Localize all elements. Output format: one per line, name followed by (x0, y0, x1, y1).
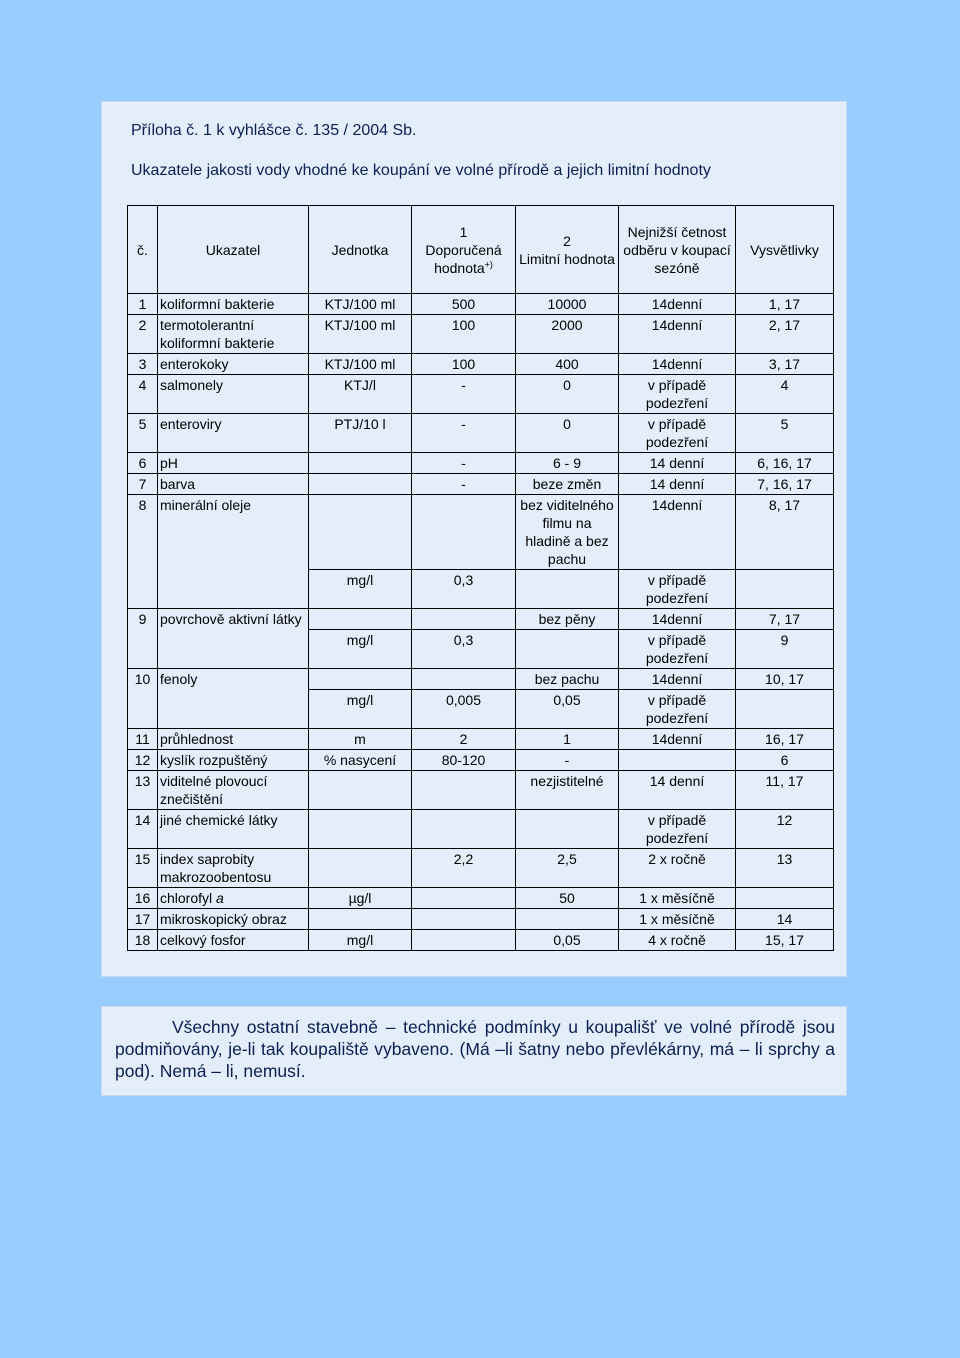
unit-cell (309, 495, 412, 570)
frequency-cell: v případě podezření (619, 630, 736, 669)
unit-cell: mg/l (309, 930, 412, 951)
frequency-cell: 14 denní (619, 771, 736, 810)
limit-cell: 0 (516, 414, 619, 453)
row-number: 11 (128, 729, 158, 750)
row-number: 13 (128, 771, 158, 810)
frequency-cell: v případě podezření (619, 414, 736, 453)
frequency-cell (619, 750, 736, 771)
table-row (128, 909, 834, 930)
row-number: 6 (128, 453, 158, 474)
indicator-name: pH (158, 453, 309, 474)
table-row (128, 888, 834, 909)
notes-cell: 6, 16, 17 (736, 453, 834, 474)
recommended-cell: 0,005 (412, 690, 516, 729)
indicator-name: barva (158, 474, 309, 495)
frequency-cell: 14denní (619, 354, 736, 375)
table-row (128, 729, 834, 750)
limit-cell: 10000 (516, 294, 619, 315)
frequency-cell: 14 denní (619, 474, 736, 495)
unit-cell (309, 771, 412, 810)
notes-cell: 6 (736, 750, 834, 771)
recommended-cell (412, 930, 516, 951)
row-number: 1 (128, 294, 158, 315)
frequency-cell: 2 x ročně (619, 849, 736, 888)
notes-cell: 15, 17 (736, 930, 834, 951)
notes-cell: 8, 17 (736, 495, 834, 570)
limit-cell: 0,05 (516, 690, 619, 729)
notes-cell: 5 (736, 414, 834, 453)
frequency-cell: 1 x měsíčně (619, 909, 736, 930)
unit-cell (309, 849, 412, 888)
frequency-cell: v případě podezření (619, 810, 736, 849)
limit-cell (516, 570, 619, 609)
table-row (128, 315, 834, 354)
recommended-cell: - (412, 474, 516, 495)
table-header-row (128, 206, 834, 294)
frequency-cell: 14denní (619, 669, 736, 690)
recommended-cell: 500 (412, 294, 516, 315)
row-number: 14 (128, 810, 158, 849)
limit-cell: 50 (516, 888, 619, 909)
recommended-cell: - (412, 414, 516, 453)
notes-cell: 7, 16, 17 (736, 474, 834, 495)
indicator-name: salmonely (158, 375, 309, 414)
row-number: 17 (128, 909, 158, 930)
unit-cell: % nasycení (309, 750, 412, 771)
notes-cell: 1, 17 (736, 294, 834, 315)
notes-cell (736, 570, 834, 609)
row-number: 12 (128, 750, 158, 771)
limit-cell (516, 810, 619, 849)
unit-cell (309, 474, 412, 495)
limit-cell: - (516, 750, 619, 771)
row-number: 15 (128, 849, 158, 888)
table-row (128, 354, 834, 375)
recommended-cell: 0,3 (412, 570, 516, 609)
table-row (128, 294, 834, 315)
indicator-name: jiné chemické látky (158, 810, 309, 849)
col-header-no: č. (128, 206, 158, 294)
unit-cell: mg/l (309, 630, 412, 669)
recommended-label: Doporučená hodnota+) (425, 241, 502, 276)
document-panel (101, 101, 847, 977)
table-row (128, 750, 834, 771)
notes-cell: 9 (736, 630, 834, 669)
indicator-name: mikroskopický obraz (158, 909, 309, 930)
document-title: Ukazatele jakosti vody vhodné ke koupání ve volné přírodě a jejich limitní hodnoty (131, 162, 711, 179)
limit-cell: bez pachu (516, 669, 619, 690)
recommended-cell: 2 (412, 729, 516, 750)
notes-cell: 12 (736, 810, 834, 849)
unit-cell: KTJ/l (309, 375, 412, 414)
indicator-name: chlorofyl a (158, 888, 309, 909)
row-number: 2 (128, 315, 158, 354)
table-row (128, 771, 834, 810)
limit-cell: 2,5 (516, 849, 619, 888)
unit-cell: m (309, 729, 412, 750)
unit-cell: mg/l (309, 570, 412, 609)
table-row (128, 810, 834, 849)
indicator-name: termotolerantní koliformní bakterie (158, 315, 309, 354)
recommended-cell: - (412, 453, 516, 474)
unit-cell (309, 669, 412, 690)
recommended-footnote: +) (484, 258, 493, 269)
frequency-cell: 14denní (619, 609, 736, 630)
recommended-cell: - (412, 375, 516, 414)
note-paragraph (115, 1016, 835, 1082)
indicator-name: celkový fosfor (158, 930, 309, 951)
frequency-cell: 4 x ročně (619, 930, 736, 951)
unit-cell: KTJ/100 ml (309, 294, 412, 315)
indicator-name: enteroviry (158, 414, 309, 453)
limit-cell: 2000 (516, 315, 619, 354)
unit-cell: mg/l (309, 690, 412, 729)
frequency-cell: v případě podezření (619, 690, 736, 729)
frequency-cell: 14denní (619, 729, 736, 750)
row-number: 8 (128, 495, 158, 609)
row-number: 4 (128, 375, 158, 414)
recommended-cell: 100 (412, 315, 516, 354)
notes-cell (736, 888, 834, 909)
recommended-cell: 80-120 (412, 750, 516, 771)
unit-cell (309, 909, 412, 930)
unit-cell: KTJ/100 ml (309, 315, 412, 354)
limit-cell (516, 630, 619, 669)
frequency-cell: v případě podezření (619, 375, 736, 414)
note-panel (101, 1006, 847, 1096)
indicator-name: viditelné plovoucí znečištění (158, 771, 309, 810)
notes-cell: 16, 17 (736, 729, 834, 750)
table-row (128, 930, 834, 951)
notes-cell: 10, 17 (736, 669, 834, 690)
indicator-name: minerální oleje (158, 495, 309, 609)
frequency-cell: 14denní (619, 495, 736, 570)
table-row (128, 375, 834, 414)
row-number: 9 (128, 609, 158, 669)
indicator-name: kyslík rozpuštěný (158, 750, 309, 771)
col-header-indicator: Ukazatel (158, 206, 309, 294)
table-row (128, 849, 834, 888)
indicator-name: index saprobity makrozoobentosu (158, 849, 309, 888)
limit-cell: beze změn (516, 474, 619, 495)
notes-cell: 3, 17 (736, 354, 834, 375)
limit-cell: bez pěny (516, 609, 619, 630)
indicator-name: koliformní bakterie (158, 294, 309, 315)
row-number: 7 (128, 474, 158, 495)
table-row (128, 474, 834, 495)
recommended-cell: 0,3 (412, 630, 516, 669)
limit-cell: 0 (516, 375, 619, 414)
recommended-cell (412, 669, 516, 690)
row-number: 18 (128, 930, 158, 951)
table-row (128, 414, 834, 453)
table-row (128, 453, 834, 474)
table-row (128, 495, 834, 570)
notes-cell: 13 (736, 849, 834, 888)
frequency-cell: v případě podezření (619, 570, 736, 609)
indicator-name-italic: a (216, 890, 224, 906)
limit-label: Limitní hodnota (519, 250, 615, 267)
indicator-name: fenoly (158, 669, 309, 729)
indicator-name: průhlednost (158, 729, 309, 750)
col-header-recommended (412, 206, 516, 294)
row-number: 3 (128, 354, 158, 375)
unit-cell: PTJ/10 l (309, 414, 412, 453)
recommended-cell (412, 495, 516, 570)
notes-cell (736, 690, 834, 729)
unit-cell: µg/l (309, 888, 412, 909)
annex-heading: Příloha č. 1 k vyhlášce č. 135 / 2004 Sb. (131, 122, 417, 139)
col-header-frequency: Nejnižší četnost odběru v koupací sezóně (619, 206, 736, 294)
note-text: Všechny ostatní stavebně – technické podmínky u koupališť ve volné přírodě jsou podmiňovány, je-li tak koupaliště vybaveno. (Má –li šatny nebo převlékárny, má – li sprchy a pod). Nemá – li, nemusí. (115, 1017, 835, 1081)
recommended-cell (412, 909, 516, 930)
row-number: 10 (128, 669, 158, 729)
col-header-unit: Jednotka (309, 206, 412, 294)
limit-cell: 1 (516, 729, 619, 750)
recommended-number: 1 (459, 223, 468, 240)
limits-table (127, 205, 834, 951)
table-row (128, 609, 834, 630)
recommended-cell: 2,2 (412, 849, 516, 888)
limit-cell: nezjistitelné (516, 771, 619, 810)
frequency-cell: 1 x měsíčně (619, 888, 736, 909)
recommended-cell (412, 888, 516, 909)
limit-cell (516, 909, 619, 930)
limit-cell: 6 - 9 (516, 453, 619, 474)
notes-cell: 2, 17 (736, 315, 834, 354)
recommended-cell: 100 (412, 354, 516, 375)
unit-cell (309, 453, 412, 474)
indicator-name: povrchově aktivní látky (158, 609, 309, 669)
unit-cell: KTJ/100 ml (309, 354, 412, 375)
frequency-cell: 14denní (619, 294, 736, 315)
recommended-cell (412, 810, 516, 849)
recommended-cell (412, 609, 516, 630)
col-header-notes: Vysvětlivky (736, 206, 834, 294)
frequency-cell: 14 denní (619, 453, 736, 474)
frequency-cell: 14denní (619, 315, 736, 354)
table-row (128, 669, 834, 690)
unit-cell (309, 609, 412, 630)
limit-cell: 400 (516, 354, 619, 375)
recommended-cell (412, 771, 516, 810)
notes-cell: 11, 17 (736, 771, 834, 810)
row-number: 5 (128, 414, 158, 453)
limit-cell: bez viditelného filmu na hladině a bez pachu (516, 495, 619, 570)
notes-cell: 14 (736, 909, 834, 930)
limit-number: 2 (563, 232, 571, 249)
notes-cell: 4 (736, 375, 834, 414)
row-number: 16 (128, 888, 158, 909)
notes-cell: 7, 17 (736, 609, 834, 630)
unit-cell (309, 810, 412, 849)
indicator-name: enterokoky (158, 354, 309, 375)
col-header-limit (516, 206, 619, 294)
limit-cell: 0,05 (516, 930, 619, 951)
